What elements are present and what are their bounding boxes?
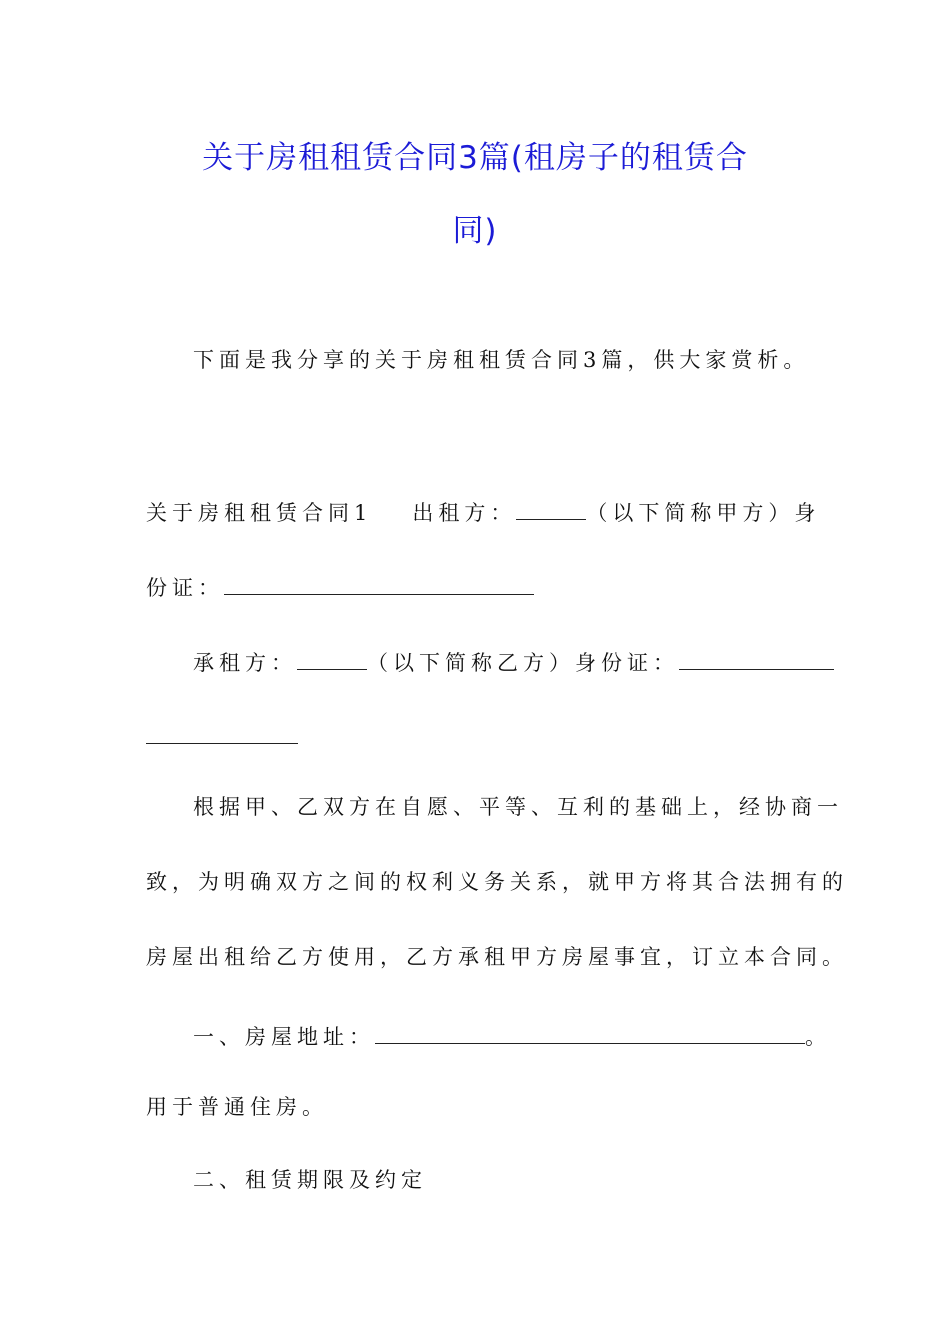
lessor-id-line: [146, 573, 534, 599]
clause1-end-mark: 。: [805, 1025, 831, 1049]
lessee-note: （以下简称乙方）身份证：: [367, 651, 679, 675]
page-title-line-2: 同): [452, 213, 498, 249]
lessee-label: 承租方：: [193, 651, 297, 675]
clause1-label: 一、房屋地址：: [193, 1025, 375, 1049]
lessor-name-blank: [516, 498, 586, 520]
section-heading: 关于房租租赁合同1: [146, 501, 373, 525]
clause2-heading: 二、租赁期限及约定: [193, 1168, 427, 1192]
preamble-line-2: 致，为明确双方之间的权利义务关系，就甲方将其合法拥有的: [146, 870, 848, 894]
lessee-line: [193, 648, 834, 674]
lessee-name-blank: [297, 648, 367, 670]
lessor-line: [146, 498, 820, 524]
intro-paragraph: 下面是我分享的关于房租租赁合同3篇，供大家赏析。: [193, 348, 810, 372]
preamble-line-1: 根据甲、乙双方在自愿、平等、互利的基础上，经协商一: [193, 795, 843, 819]
clause1-address-line: [193, 1022, 831, 1048]
clause1-usage: 用于普通住房。: [146, 1095, 328, 1119]
lessee-id-blank-continued: [146, 722, 298, 744]
preamble-line-3: 房屋出租给乙方使用，乙方承租甲方房屋事宜，订立本合同。: [146, 945, 848, 969]
lessor-id-label: 份证：: [146, 576, 224, 600]
address-blank: [375, 1022, 805, 1044]
lessor-note: （以下简称甲方）身: [586, 501, 821, 525]
lessee-id-continuation: [146, 722, 298, 748]
page-title-line-1: 关于房租租赁合同3篇(租房子的租赁合: [202, 140, 748, 176]
lessee-id-blank: [679, 648, 834, 670]
lessor-label: 出租方：: [412, 501, 517, 525]
lessor-id-blank: [224, 573, 534, 595]
